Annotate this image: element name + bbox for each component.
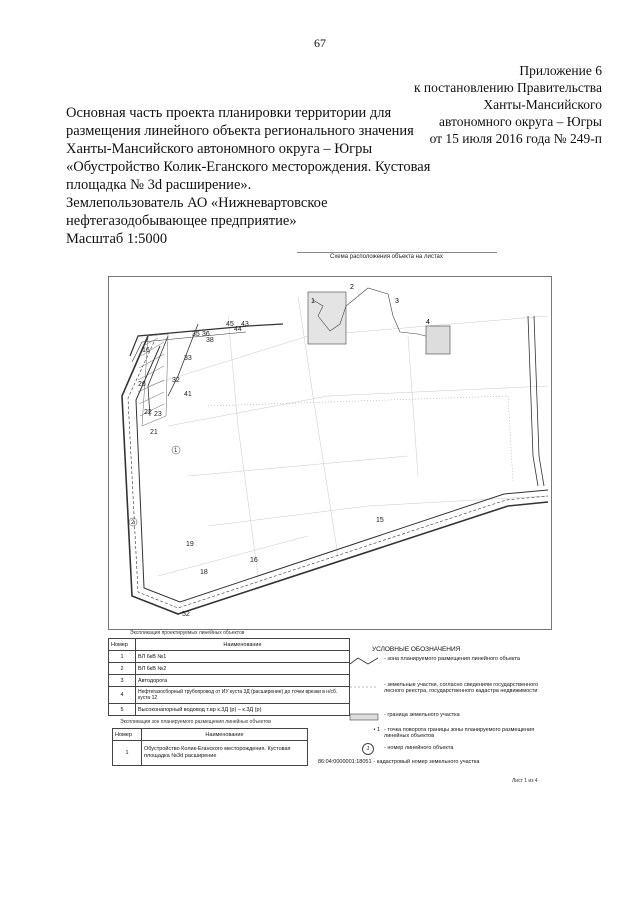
boundary-symbol: [348, 712, 380, 722]
turn-point-symbol: • 1: [373, 727, 380, 733]
row-name: ВЛ 6кВ №2: [138, 665, 167, 672]
table-header: Наименование: [136, 639, 350, 651]
row-number: 3: [120, 677, 124, 684]
point-label: 22: [144, 409, 152, 416]
sheet-number: 4: [426, 319, 430, 326]
legend-item: [318, 759, 550, 765]
point-label: 19: [186, 541, 194, 548]
object-number-symbol: 1: [348, 745, 380, 755]
point-label: 26: [138, 381, 146, 388]
point-label: 36: [202, 331, 210, 338]
point-label: 18: [200, 569, 208, 576]
title-line: Ханты-Мансийского автономного округа – Югры: [66, 141, 373, 157]
row-name: Нефтегазосборный трубопровод от ИУ куста 3Д (расширение) до точки врезки в н/сб. куста 12: [138, 689, 338, 701]
legend-text: - номер линейного объекта: [384, 745, 454, 751]
sheet-label: Лист 1 из 4: [512, 778, 538, 784]
title-line: Землепользователь АО «Нижневартовское: [66, 195, 328, 211]
point-label: 23: [154, 411, 162, 418]
row-name: ВЛ 6кВ №1: [138, 653, 167, 660]
table-row: [109, 704, 350, 716]
zones-table-caption: Экспликация зон планируемого размещения линейных объектов: [120, 719, 271, 725]
appendix-line: Ханты-Мансийского: [483, 97, 602, 112]
title-line: «Обустройство Колик-Еганского месторождения. Кустовая: [66, 159, 431, 175]
point-label: 21: [150, 429, 158, 436]
title-line: размещения линейного объекта регионального значения: [66, 123, 414, 139]
point-label: 43: [241, 321, 249, 328]
title-line: Основная часть проекта планировки территории для: [66, 105, 392, 121]
row-number: 1: [120, 653, 124, 660]
point-label: 41: [184, 391, 192, 398]
planning-map: [108, 276, 552, 630]
appendix-block: [414, 62, 602, 147]
appendix-line: к постановлению Правительства: [413, 80, 602, 95]
legend-text: - зона планируемого размещения линейного объекта: [384, 656, 520, 662]
row-number: 2: [120, 665, 124, 672]
point-label: 52: [182, 611, 190, 618]
legend-text: - кадастровый номер земельного участка: [373, 759, 480, 765]
legend-text: - граница земельного участка: [384, 712, 460, 718]
row-number: 5: [120, 706, 124, 713]
legend-item: [348, 727, 548, 739]
row-name: Высоконапорный водовод т.вр к.3Д (р) – к.3Д (р): [138, 706, 262, 713]
legend-item: [348, 656, 548, 666]
appendix-line: от 15 июля 2016 года № 249-п: [429, 131, 602, 146]
table-header: Наименование: [142, 729, 308, 741]
title-line: нефтегазодобывающее предприятие»: [66, 213, 297, 229]
point-label: 38: [206, 337, 214, 344]
table-header: Номер: [113, 729, 142, 741]
table-row: [109, 687, 350, 704]
title-line: площадка № 3d расширение».: [66, 177, 252, 193]
row-number: 1: [125, 750, 129, 756]
document-title: [66, 104, 431, 248]
row-number: 4: [120, 692, 124, 698]
table-header: Номер: [109, 639, 136, 651]
table-row: [109, 675, 350, 687]
point-label: 44: [234, 326, 242, 333]
scheme-title-underline: [297, 252, 497, 253]
object-number: 1: [174, 448, 178, 454]
page-number: 67: [314, 36, 326, 50]
sheet-number: 3: [395, 298, 399, 305]
legend-text: - точка поворота границы зоны планируемого размещения линейных объектов: [384, 727, 535, 739]
point-label: 15: [376, 517, 384, 524]
legend-item: [348, 745, 548, 755]
table-row: [109, 663, 350, 675]
legend-item: [348, 712, 548, 722]
row-name: Автодорога: [138, 677, 168, 684]
land-plot-symbol: [348, 682, 380, 692]
legend-item: [348, 682, 548, 694]
zone-symbol: [348, 656, 380, 666]
point-label: 16: [142, 347, 150, 354]
sheet-number: 1: [311, 298, 315, 305]
point-label: 16: [250, 557, 258, 564]
table-row: [109, 651, 350, 663]
legend-text: - земельные участки, согласно сведениям государственного лесного реестра, государственного кадастра недвижимости: [384, 682, 539, 694]
lines-table: [108, 638, 350, 716]
cadastral-number: 86:04:0000001:18051: [318, 759, 372, 765]
point-label: 35: [192, 331, 200, 338]
point-label: 45: [226, 321, 234, 328]
row-name: Обустройство Колик-Еганского месторождения. Кустовая площадка №3d расширение: [144, 746, 291, 759]
appendix-line: автономного округа – Югры: [439, 114, 602, 129]
sheet-number: 2: [350, 284, 354, 291]
appendix-line: Приложение 6: [519, 63, 602, 78]
table-row: [113, 741, 308, 766]
legend-title: УСЛОВНЫЕ ОБОЗНАЧЕНИЯ: [372, 646, 461, 653]
point-label: 32: [172, 377, 180, 384]
title-line: Масштаб 1:5000: [66, 231, 168, 247]
zones-table: [112, 728, 308, 766]
scheme-title: Схема расположения объекта на листах: [330, 254, 443, 260]
object-number: 2: [131, 520, 135, 526]
lines-table-caption: Экспликация проектируемых линейных объектов: [130, 630, 245, 636]
point-label: 33: [184, 355, 192, 362]
